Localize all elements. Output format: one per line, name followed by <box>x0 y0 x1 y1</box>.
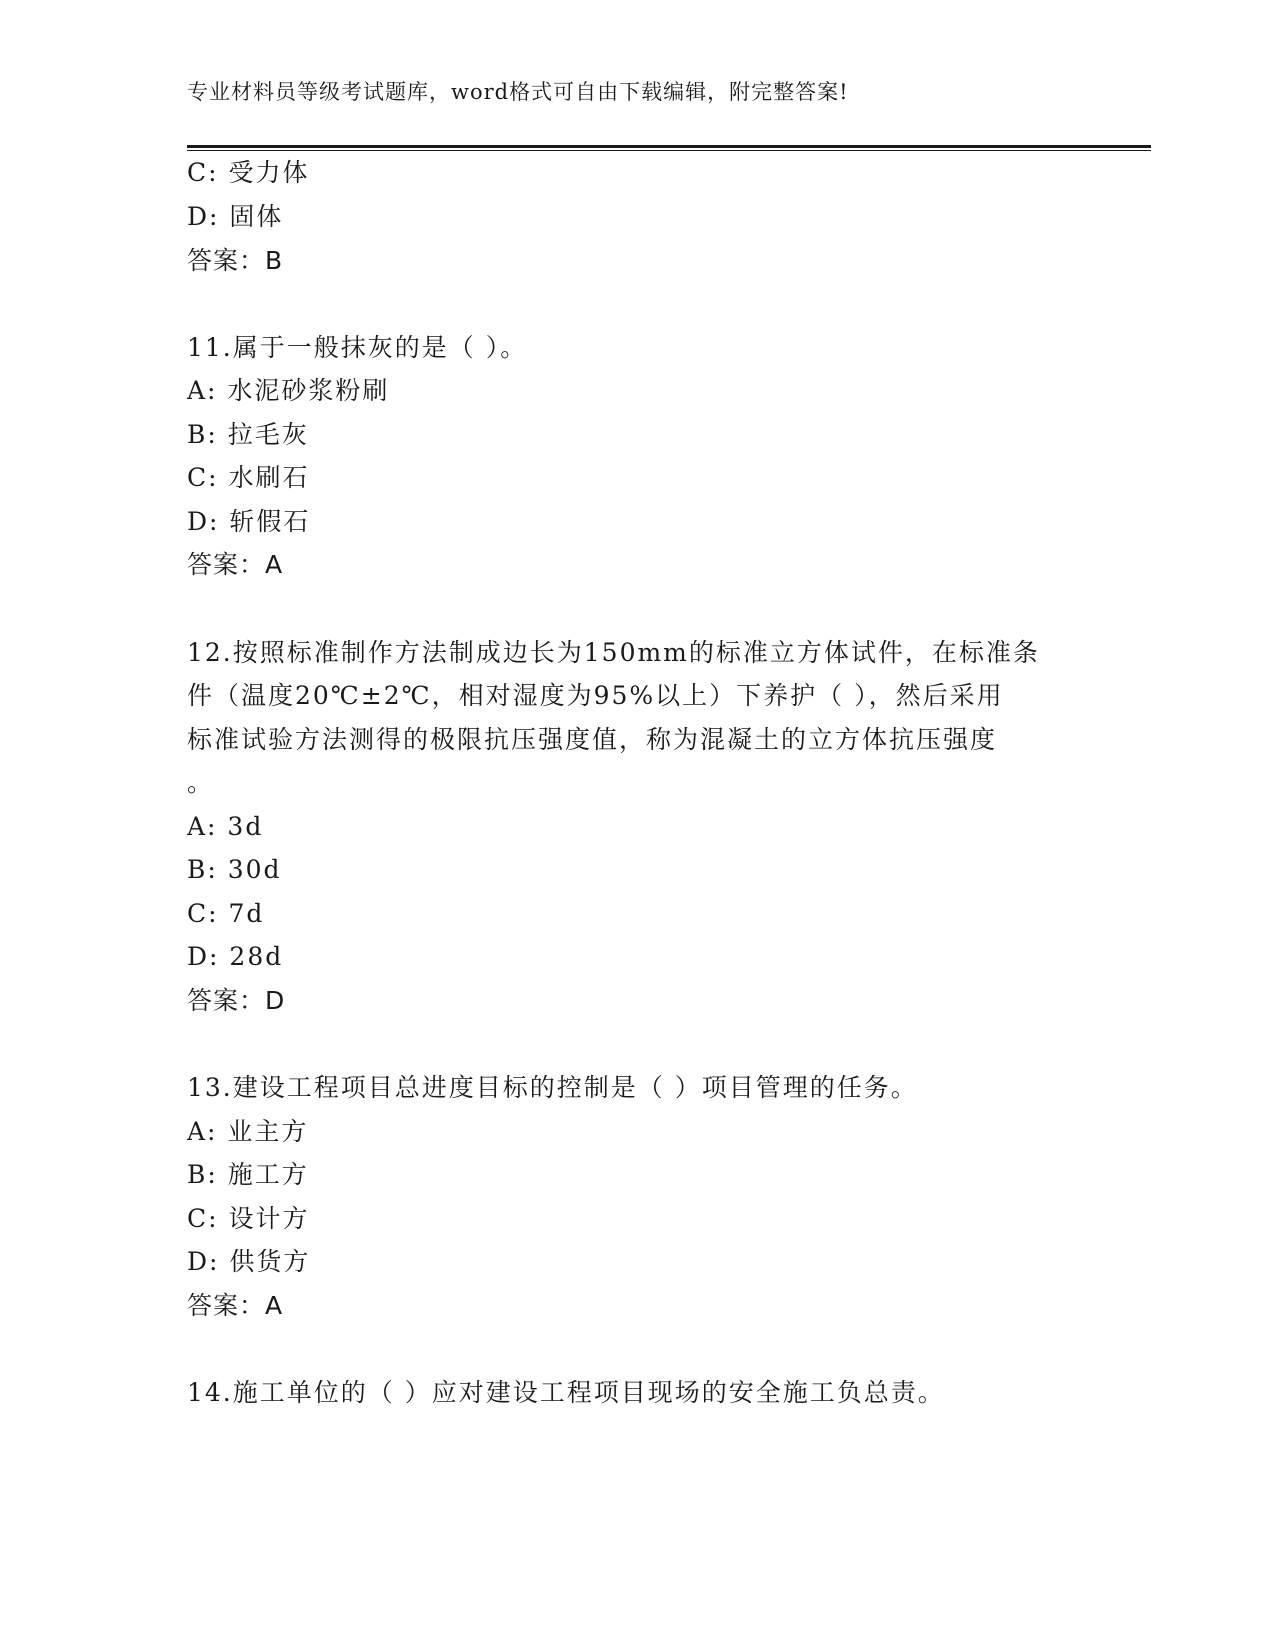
question-stem-line-3: 标准试验方法测得的极限抗压强度值，称为混凝土的立方体抗压强度 <box>187 725 998 754</box>
option-b: B: 施工方 <box>187 1160 309 1189</box>
option-b: B: 拉毛灰 <box>187 420 309 449</box>
option-d: D: 28d <box>187 942 284 971</box>
answer: 答案：B <box>187 246 284 275</box>
question-stem: 13.建设工程项目总进度目标的控制是（ ）项目管理的任务。 <box>187 1073 918 1102</box>
header-rule-thin <box>187 150 1151 151</box>
question-stem-line-4: 。 <box>187 768 215 797</box>
question-stem: 11.属于一般抹灰的是（ ）。 <box>187 333 528 362</box>
option-c: C: 7d <box>187 899 265 928</box>
option-d: D: 固体 <box>187 202 284 231</box>
option-a: A: 业主方 <box>187 1117 309 1146</box>
option-a: A: 水泥砂浆粉刷 <box>187 376 390 405</box>
question-stem-line-1: 12.按照标准制作方法制成边长为150mm的标准立方体试件，在标准条 <box>187 638 1040 667</box>
option-c: C: 受力体 <box>187 158 310 187</box>
question-stem-line-2: 件（温度20℃±2℃，相对湿度为95%以上）下养护（ ），然后采用 <box>187 681 1004 710</box>
option-d: D: 供货方 <box>187 1247 311 1276</box>
page-header: 专业材料员等级考试题库，word格式可自由下载编辑，附完整答案! <box>187 80 849 104</box>
option-d: D: 斩假石 <box>187 507 311 536</box>
option-b: B: 30d <box>187 855 282 884</box>
option-c: C: 设计方 <box>187 1204 310 1233</box>
option-c: C: 水刷石 <box>187 463 310 492</box>
answer: 答案：D <box>187 986 286 1015</box>
answer: 答案：A <box>187 550 284 579</box>
answer: 答案：A <box>187 1291 284 1320</box>
question-stem: 14.施工单位的（ ）应对建设工程项目现场的安全施工负总责。 <box>187 1378 945 1407</box>
header-rule-thick <box>187 145 1151 148</box>
option-a: A: 3d <box>187 812 264 841</box>
